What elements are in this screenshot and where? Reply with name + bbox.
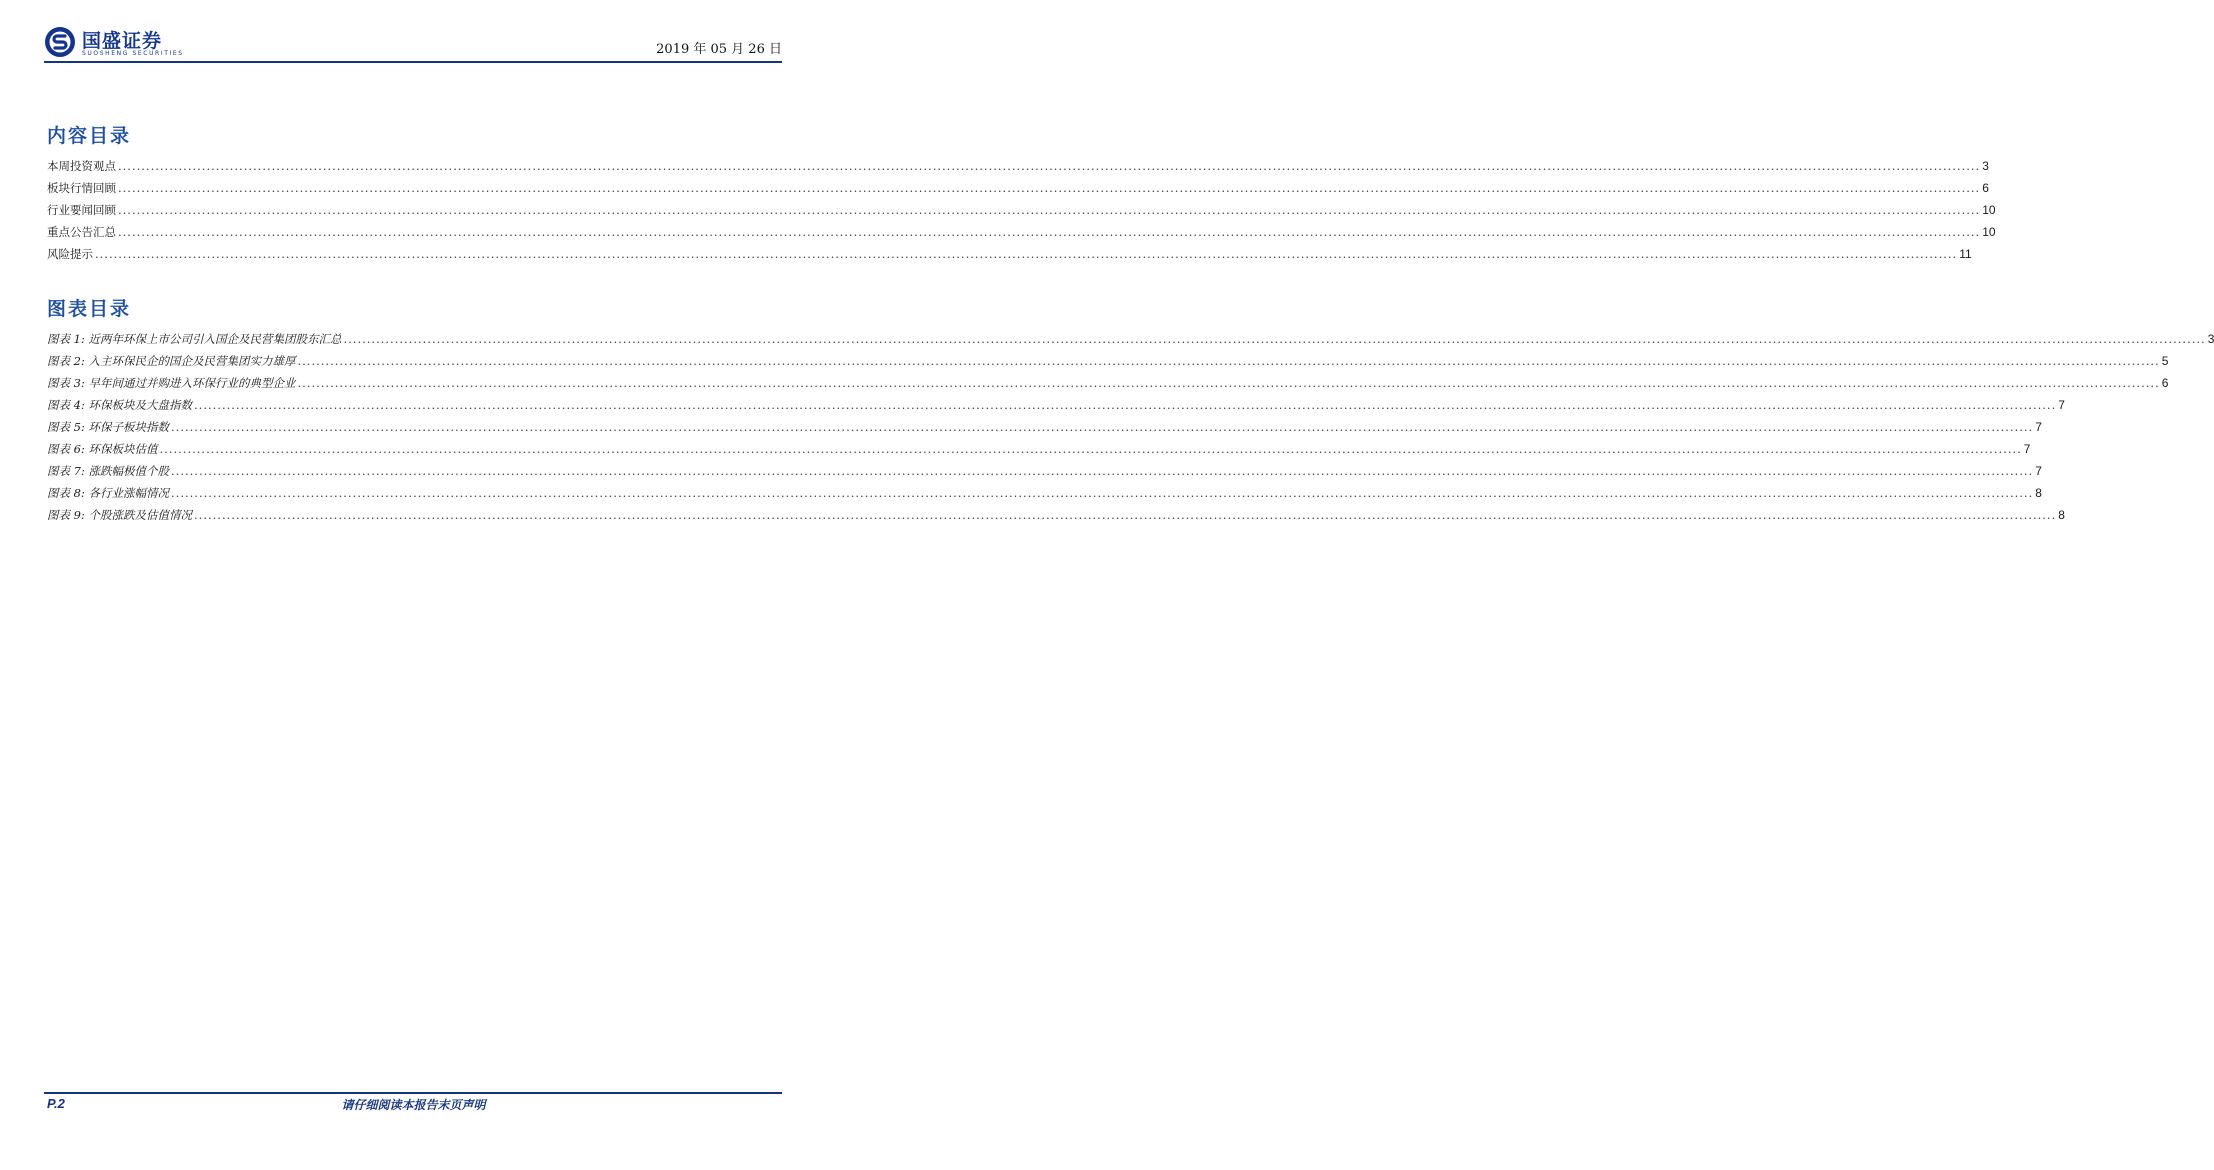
- dot-leader: ................................................................................................................................................................................................................................................................................................................................................................................................................: [194, 398, 2057, 412]
- dot-leader: ................................................................................................................................................................................................................................................................................................................................................................................................................: [118, 225, 1981, 239]
- figure-entry[interactable]: [47, 375, 2169, 397]
- dot-leader: ................................................................................................................................................................................................................................................................................................................................................................................................................: [297, 354, 2160, 368]
- dot-leader: ................................................................................................................................................................................................................................................................................................................................................................................................................: [118, 181, 1981, 195]
- contents-entry[interactable]: [47, 180, 1989, 202]
- company-logo-icon: [44, 26, 76, 58]
- contents-title: 内容目录: [47, 125, 132, 147]
- figure-entry-label: 图表 6: 环保板块估值: [47, 442, 158, 456]
- footer-rule: [44, 1092, 782, 1094]
- contents-entry-page: 10: [1982, 225, 1996, 239]
- figure-entry[interactable]: [47, 397, 2065, 419]
- contents-entry-page: 6: [1982, 181, 1989, 195]
- figure-entry[interactable]: [47, 353, 2169, 375]
- dot-leader: ................................................................................................................................................................................................................................................................................................................................................................................................................: [171, 486, 2034, 500]
- figure-entry-page: 7: [2035, 420, 2042, 434]
- figure-entry-page: 8: [2058, 508, 2065, 522]
- report-date: 2019 年 05 月 26 日: [656, 42, 782, 57]
- figures-title: 图表目录: [47, 298, 132, 320]
- disclaimer-note: 请仔细阅读本报告末页声明: [341, 1098, 486, 1112]
- figure-entry[interactable]: [47, 463, 2042, 485]
- figure-entry-label: 图表 7: 涨跌幅极值个股: [47, 464, 170, 478]
- contents-entry-label: 板块行情回顾: [47, 181, 116, 195]
- figure-entry-page: 5: [2161, 354, 2169, 368]
- brand-name-en: SUOSHENG SECURITIES: [82, 50, 184, 57]
- figure-entry-label: 图表 2: 入主环保民企的国企及民营集团实力雄厚: [47, 354, 296, 368]
- figure-entry-label: 图表 3: 早年间通过并购进入环保行业的典型企业: [47, 376, 296, 390]
- figure-entry-page: 8: [2035, 486, 2042, 500]
- dot-leader: ................................................................................................................................................................................................................................................................................................................................................................................................................: [95, 247, 1958, 261]
- figure-entry-page: 7: [2023, 442, 2031, 456]
- header-rule: [44, 61, 782, 63]
- page-header: [44, 24, 782, 64]
- contents-list: [47, 158, 1996, 268]
- contents-entry[interactable]: [47, 158, 1989, 180]
- figure-entry[interactable]: [47, 331, 2214, 353]
- dot-leader: ................................................................................................................................................................................................................................................................................................................................................................................................................: [171, 464, 2034, 478]
- figure-entry-label: 图表 5: 环保子板块指数: [47, 420, 170, 434]
- contents-entry[interactable]: [47, 246, 1972, 268]
- dot-leader: ................................................................................................................................................................................................................................................................................................................................................................................................................: [171, 420, 2034, 434]
- dot-leader: ................................................................................................................................................................................................................................................................................................................................................................................................................: [159, 442, 2022, 456]
- dot-leader: ................................................................................................................................................................................................................................................................................................................................................................................................................: [194, 508, 2057, 522]
- figure-entry[interactable]: [47, 485, 2042, 507]
- figure-entry-page: 6: [2161, 376, 2169, 390]
- figure-entry-page: 7: [2058, 398, 2065, 412]
- contents-entry[interactable]: [47, 224, 1996, 246]
- figure-entry-label: 图表 8: 各行业涨幅情况: [47, 486, 170, 500]
- figure-entry[interactable]: [47, 507, 2065, 529]
- company-logo: [44, 24, 244, 60]
- contents-entry-label: 行业要闻回顾: [47, 203, 116, 217]
- figure-entry-page: 3: [2207, 332, 2214, 346]
- contents-entry-label: 风险提示: [47, 247, 93, 261]
- dot-leader: ................................................................................................................................................................................................................................................................................................................................................................................................................: [297, 376, 2160, 390]
- figure-entry[interactable]: [47, 419, 2042, 441]
- figure-entry-label: 图表 4: 环保板块及大盘指数: [47, 398, 193, 412]
- contents-entry-page: 10: [1982, 203, 1996, 217]
- contents-entry[interactable]: [47, 202, 1996, 224]
- figure-entry-label: 图表 1: 近两年环保上市公司引入国企及民营集团股东汇总: [47, 332, 342, 346]
- contents-entry-label: 重点公告汇总: [47, 225, 116, 239]
- brand-name-cn: 国盛证券: [82, 30, 163, 52]
- figure-entry[interactable]: [47, 441, 2031, 463]
- figures-list: [47, 331, 2214, 529]
- contents-entry-page: 11: [1959, 247, 1972, 261]
- figure-entry-page: 7: [2035, 464, 2042, 478]
- figure-entry-label: 图表 9: 个股涨跌及估值情况: [47, 508, 193, 522]
- contents-entry-label: 本周投资观点: [47, 159, 116, 173]
- dot-leader: ................................................................................................................................................................................................................................................................................................................................................................................................................: [343, 332, 2206, 346]
- dot-leader: ................................................................................................................................................................................................................................................................................................................................................................................................................: [118, 159, 1981, 173]
- contents-entry-page: 3: [1982, 159, 1989, 173]
- dot-leader: ................................................................................................................................................................................................................................................................................................................................................................................................................: [118, 203, 1981, 217]
- page-number: P.2: [47, 1096, 65, 1111]
